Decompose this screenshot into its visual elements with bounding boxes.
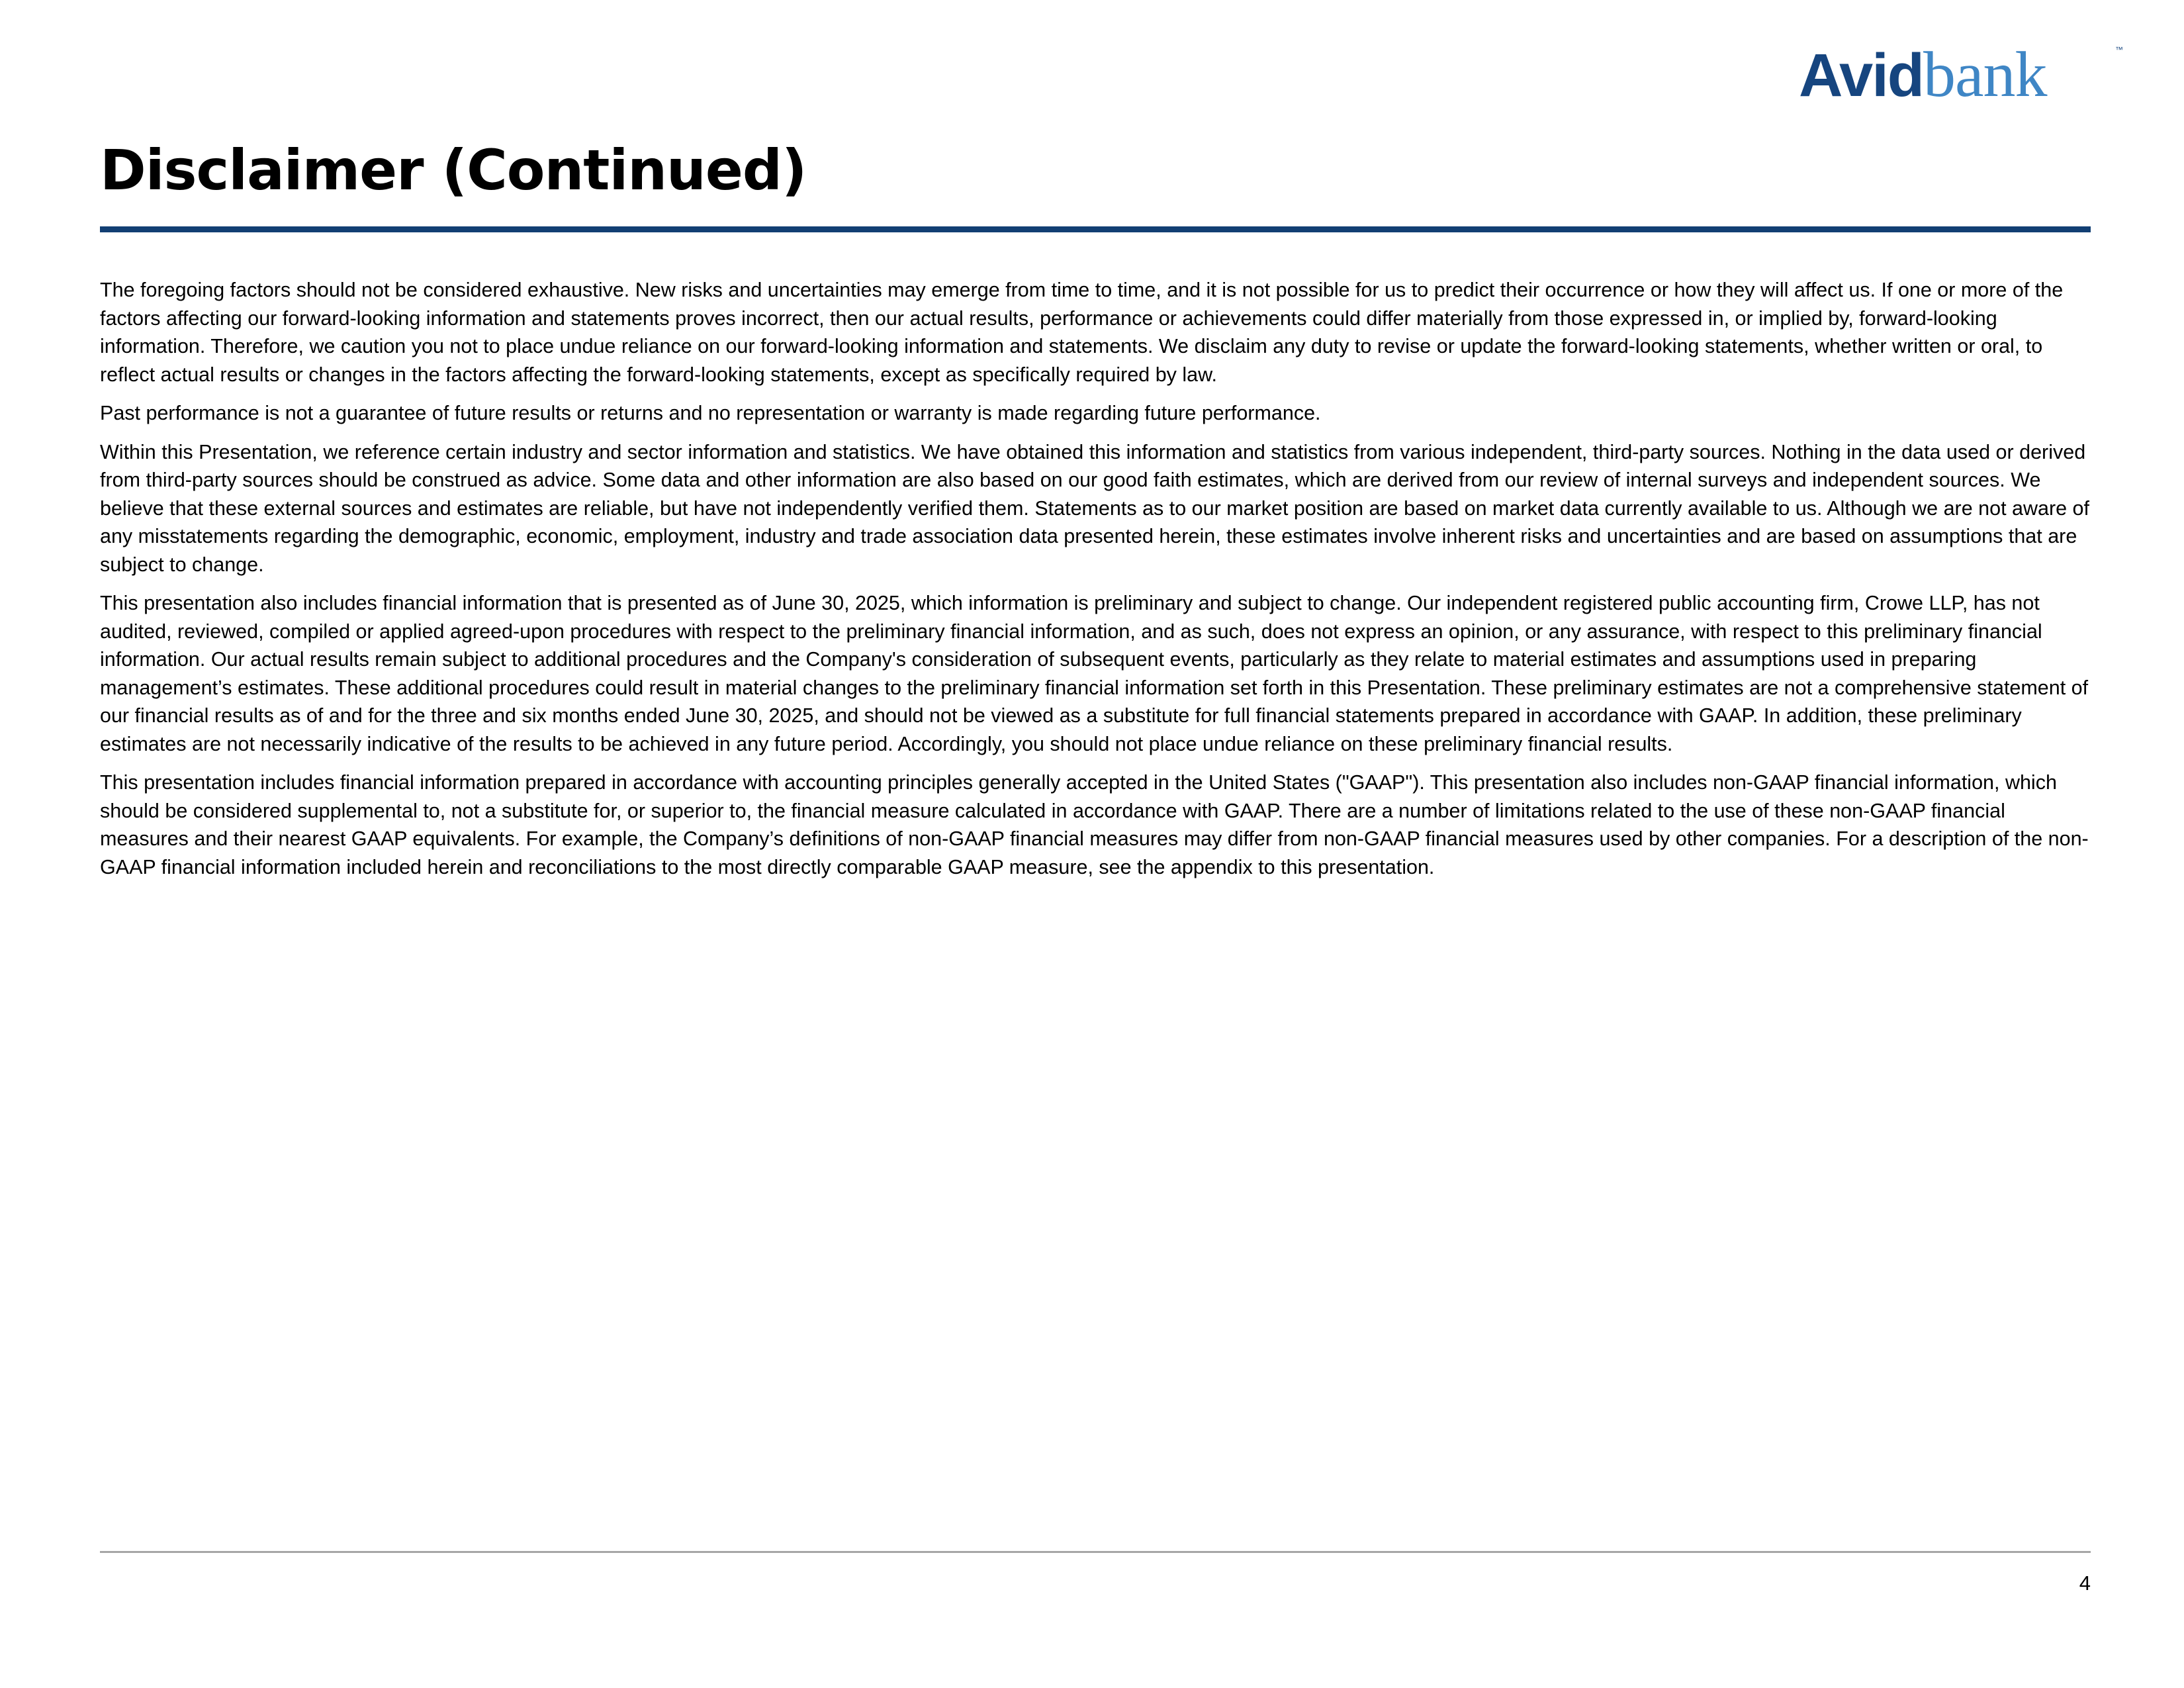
avidbank-logo <box>1799 39 2123 111</box>
footer-divider <box>100 1551 2091 1553</box>
logo-avid-text: Avid <box>1799 42 1923 109</box>
logo-bank-text: bank <box>1923 39 2047 111</box>
paragraph-past-performance: Past performance is not a guarantee of future results or returns and no representation or warranty is made regarding future performance. <box>100 402 1321 424</box>
paragraph-non-gaap: This presentation includes financial information prepared in accordance with accounting principles generally accepted in the United States ("GAAP"). This presentation also includes non-GAAP financial information, which should be considered supplemental to, not a substitute for, or superior to, the financial measure calculated in accordance with GAAP. There are a number of limitations related to the use of these non-GAAP financial measures and their nearest GAAP equivalents. For example, the Company’s definitions of non-GAAP financial measures may differ from non-GAAP financial measures used by other companies. For a description of the non-GAAP financial information included herein and reconciliations to the most directly comparable GAAP measure, see the appendix to this presentation. <box>100 771 2089 878</box>
title-divider <box>100 226 2091 232</box>
paragraph-preliminary-financials: This presentation also includes financial information that is presented as of June 30, 2025, which information is preliminary and subject to change. Our independent registered public accounting firm, Crowe LLP, has not audited, reviewed, compiled or applied agreed-upon procedures with respect to the preliminary financial information, and as such, does not express an opinion, or any assurance, with respect to this preliminary financial information. Our actual results remain subject to additional procedures and the Company's consideration of subsequent events, particularly as they relate to material estimates and assumptions used in preparing management’s estimates. These additional procedures could result in material changes to the preliminary financial information set forth in this Presentation. These preliminary estimates are not a comprehensive statement of our financial results as of and for the three and six months ended June 30, 2025, and should not be viewed as a substitute for full financial statements prepared in accordance with GAAP. In addition, these preliminary estimates are not necessarily indicative of the results to be achieved in any future period. Accordingly, you should not place undue reliance on these preliminary financial results. <box>100 592 2089 755</box>
paragraph-forward-looking: The foregoing factors should not be considered exhaustive. New risks and uncertainties may emerge from time to time, and it is not possible for us to predict their occurrence or how they will affect us. If one or more of the factors affecting our forward-looking information and statements proves incorrect, then our actual results, performance or achievements could differ materially from those expressed in, or implied by, forward-looking information. Therefore, we caution you not to place undue reliance on our forward-looking information and statements. We disclaim any duty to revise or update the forward-looking statements, whether written or oral, to reflect actual results or changes in the factors affecting the forward-looking statements, except as specifically required by law. <box>100 279 2064 386</box>
page-number: 4 <box>2079 1571 2091 1595</box>
disclaimer-body <box>100 276 2091 892</box>
paragraph-industry-data: Within this Presentation, we reference certain industry and sector information and statistics. We have obtained this information and statistics from various independent, third-party sources. Nothing in the data used or derived from third-party sources should be construed as advice. Some data and other information are also based on our good faith estimates, which are derived from our review of internal surveys and independent sources. We believe that these external sources and estimates are reliable, but have not independently verified them. Statements as to our market position are based on market data currently available to us. Although we are not aware of any misstatements regarding the demographic, economic, employment, industry and trade association data presented herein, these estimates involve inherent risks and uncertainties and are based on assumptions that are subject to change. <box>100 440 2089 576</box>
page-title: Disclaimer (Continued) <box>100 138 807 203</box>
logo-trademark: ™ <box>2115 45 2123 54</box>
